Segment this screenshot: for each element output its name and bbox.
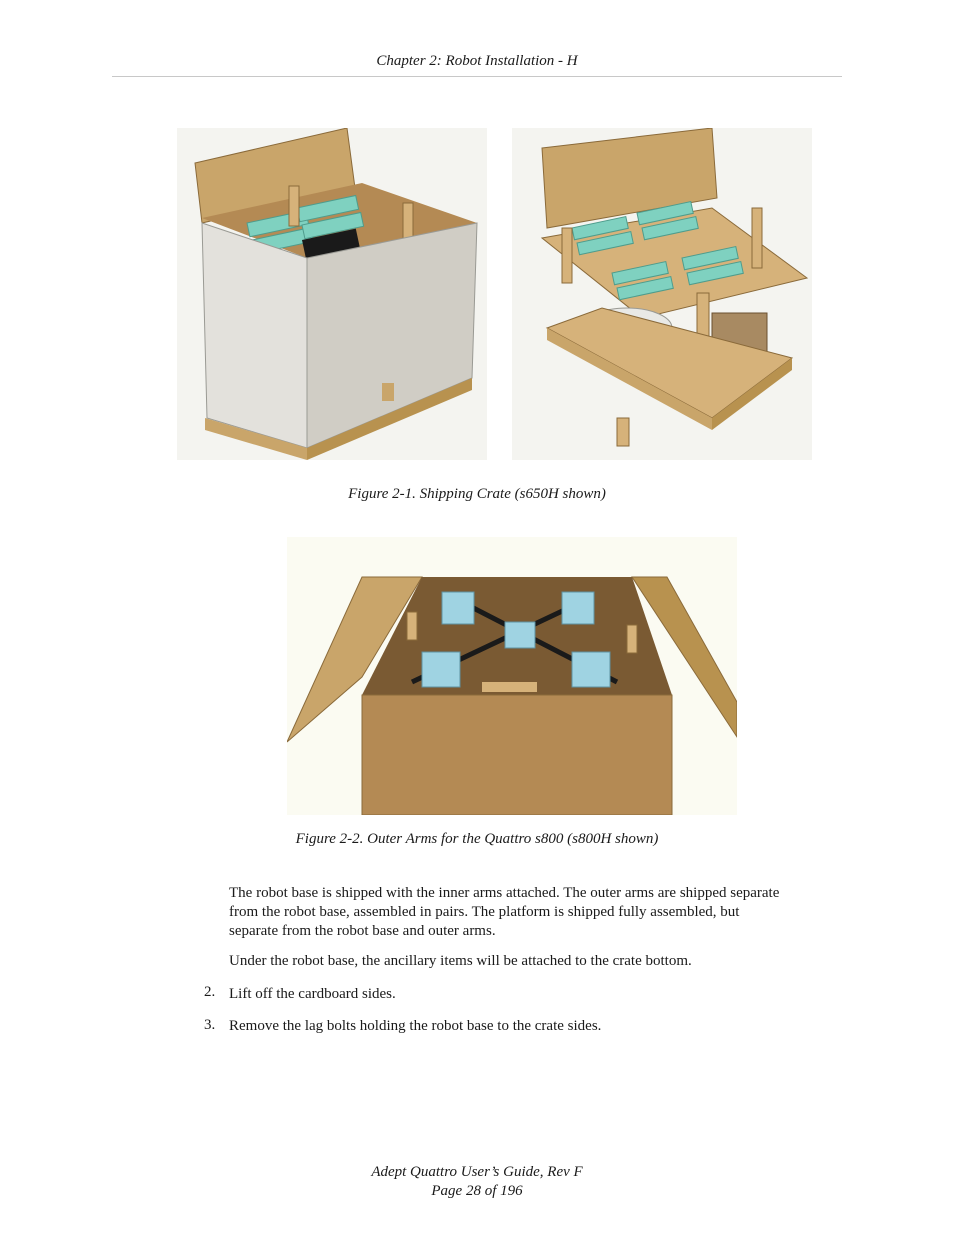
step-text: Remove the lag bolts holding the robot base to the crate sides. [229, 1018, 602, 1034]
crate-closed-photo [177, 128, 487, 460]
footer-guide-title: Adept Quattro User’s Guide, Rev F [371, 1164, 583, 1180]
step-text: Lift off the cardboard sides. [229, 986, 396, 1002]
figure-caption: Figure 2-2. Outer Arms for the Quattro s800 (s800H shown) [295, 831, 659, 847]
header-rule [112, 76, 842, 77]
footer-page-number: Page 28 of 196 [431, 1183, 523, 1199]
crate-open-photo [512, 128, 812, 460]
step-number: 2. [204, 984, 216, 1000]
step-number: 3. [204, 1017, 216, 1033]
figure-caption: Figure 2-1. Shipping Crate (s650H shown) [348, 486, 606, 502]
page-header: Chapter 2: Robot Installation - H [376, 53, 578, 69]
outer-arms-box-photo [287, 537, 737, 815]
body-paragraph: The robot base is shipped with the inner arms attached. The outer arms are shipped separate from the robot base, assembled in pairs. The platform is shipped fully assembled, but separate from the robot base and outer arms. [229, 885, 780, 939]
body-paragraph: Under the robot base, the ancillary items will be attached to the crate bottom. [229, 953, 692, 969]
